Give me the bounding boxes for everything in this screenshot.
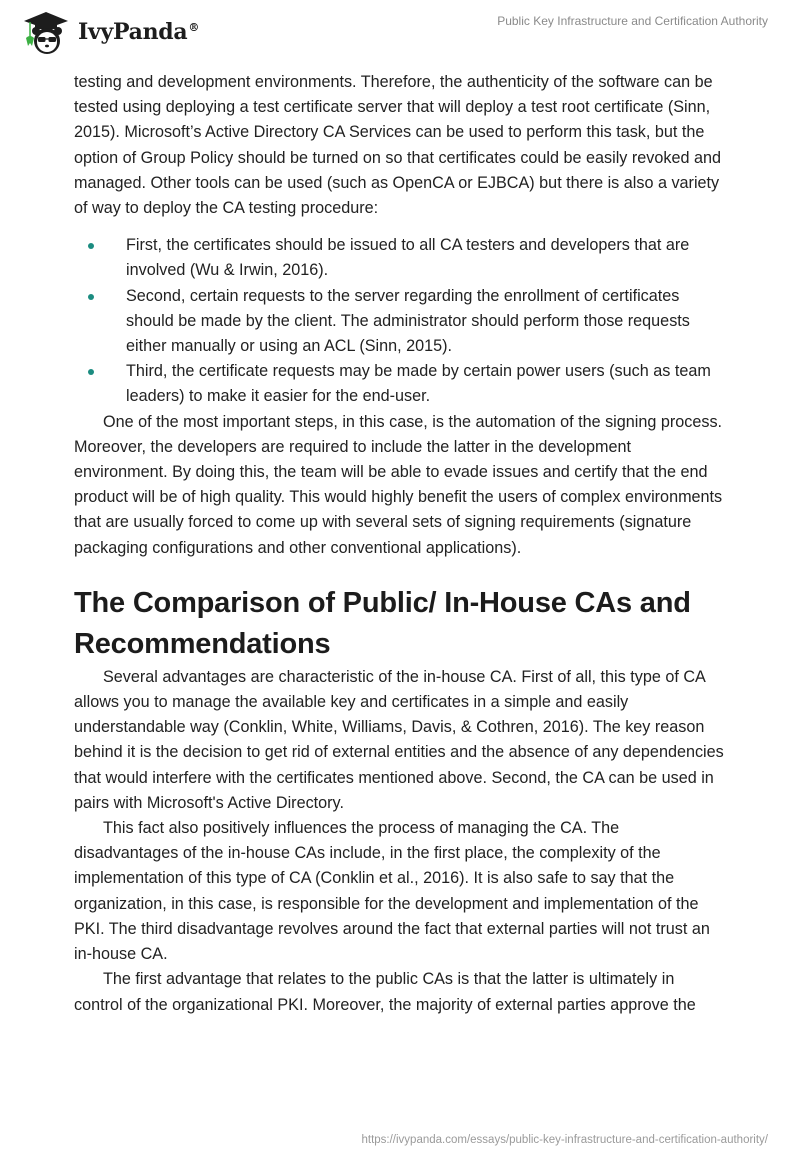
- bullet-dot-icon: [88, 369, 94, 375]
- list-item: [74, 359, 726, 409]
- list-item: [74, 284, 726, 360]
- intro-paragraph: testing and development environments. Therefore, the authenticity of the software can be tested using deploying a test certificate server that will deploy a test root certificate (Sinn, 2015). Microsoft’s Active Directory CA Services can be used to perform this task, but the option of Group Policy should be turned on so that certificates could be easily revoked and managed. Other tools can be used (such as OpenCA or EJBCA) but there is also a variety of way to deploy the CA testing procedure:: [74, 73, 721, 218]
- bullet-dot-icon: [88, 294, 94, 300]
- bullet-dot-icon: [88, 243, 94, 249]
- list-item: [74, 233, 726, 283]
- document-title: Public Key Infrastructure and Certification Authority: [497, 14, 768, 28]
- source-url-link[interactable]: https://ivypanda.com/essays/public-key-infrastructure-and-certification-authority/: [361, 1134, 768, 1146]
- ivypanda-logo[interactable]: [18, 8, 199, 56]
- disadvantages-paragraph: This fact also positively influences the process of managing the CA. The disadvantages of the in-house CAs include, in the first place, the complexity of the implementation of this type of CA (Conklin et al., 2016). It is also safe to say that the organization, in this case, is responsible for the development and implementation of the PKI. The third disadvantage revolves around the fact that external parties will not trust an in-house CA.: [74, 819, 710, 964]
- page-header: [0, 0, 800, 64]
- panda-graduate-icon: [18, 8, 74, 56]
- list-item-text: First, the certificates should be issued to all CA testers and developers that are involved (Wu & Irwin, 2016).: [126, 236, 690, 280]
- list-item-text: Third, the certificate requests may be made by certain power users (such as team leaders) to make it easier for the end-user.: [126, 362, 711, 406]
- registered-mark: ®: [188, 20, 200, 34]
- section-heading: The Comparison of Public/ In-House CAs and Recommendations: [74, 586, 691, 660]
- advantages-paragraph: Several advantages are characteristic of the in-house CA. First of all, this type of CA allows you to manage the available key and certificates in a simple and easily understandable way (Conklin, White, Williams, Davis, & Cothren, 2016). The key reason behind it is the decision to get rid of external entities and the absence of any dependencies that would interfere with the certificates mentioned above. Second, the CA can be used in pairs with Microsoft's Active Directory.: [74, 667, 724, 812]
- signing-paragraph: One of the most important steps, in this case, is the automation of the signing process. Moreover, the developers are required to include the latter in the development environment. By doing this, the team will be able to evade issues and certify that the end product will be of high quality. This would highly benefit the users of complex environments that are usually forced to come up with several sets of signing requirements (signature packaging configurations and other conventional applications).: [74, 412, 723, 557]
- public-ca-paragraph: The first advantage that relates to the public CAs is that the latter is ultimately in control of the organizational PKI. Moreover, the majority of external parties approve the: [74, 970, 696, 1014]
- brand-name: IvyPanda®: [78, 19, 200, 45]
- ca-testing-steps-list: [74, 233, 726, 409]
- essay-content: [74, 70, 726, 1018]
- list-item-text: Second, certain requests to the server regarding the enrollment of certificates should be made by the client. The administrator should perform those requests either manually or using an ACL (Sinn, 2015).: [126, 286, 690, 356]
